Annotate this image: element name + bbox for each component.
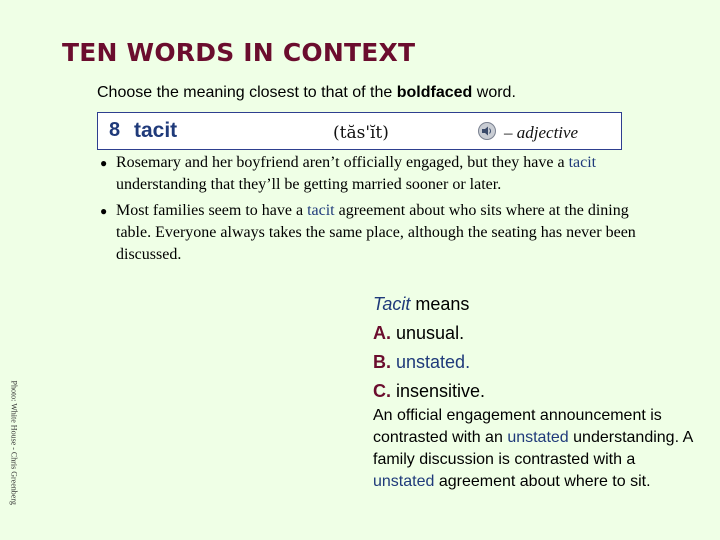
question-stem — [373, 290, 485, 319]
example-text-before: Rosemary and her boyfriend aren’t officially engaged, but they have a — [116, 154, 565, 171]
option-letter: B. — [373, 352, 391, 372]
option-c[interactable] — [373, 377, 485, 406]
instruction-bold-word: boldfaced — [396, 84, 473, 101]
option-letter: C. — [373, 381, 391, 401]
option-letter: A. — [373, 323, 391, 343]
explanation-text — [373, 405, 693, 493]
option-b[interactable] — [373, 348, 485, 377]
example-highlight-word: tacit — [568, 154, 597, 171]
example-text-after: agreement about who sits where at the dining table. Everyone always takes the same place, although the seating has never been discussed. — [116, 202, 636, 263]
bullet-icon: ● — [100, 156, 108, 170]
explanation-part: agreement about where to sit. — [438, 473, 651, 490]
explanation-highlight: unstated — [507, 429, 569, 446]
instruction-before: Choose the meaning closest to that of the — [97, 84, 393, 101]
example-sentences — [96, 152, 636, 270]
question-block — [373, 290, 485, 406]
option-text: unusual. — [396, 323, 465, 343]
question-word: Tacit — [373, 294, 411, 314]
vocab-word: tacit — [134, 119, 178, 142]
pronunciation: (tăs'ĭt) — [333, 123, 389, 143]
option-text: insensitive. — [396, 381, 486, 401]
speaker-icon[interactable] — [478, 122, 496, 140]
example-text-before: Most families seem to have a — [116, 202, 304, 219]
explanation-highlight: unstated — [373, 473, 435, 490]
instruction-after: word. — [476, 84, 516, 101]
photo-credit: Photo: White House - Chris Greenberg — [9, 380, 19, 505]
bullet-icon: ● — [100, 204, 108, 218]
example-item — [96, 200, 636, 266]
option-a[interactable] — [373, 319, 485, 348]
explanation-part: understanding. A family discussion is contrasted with a — [373, 429, 693, 468]
example-highlight-word: tacit — [307, 202, 335, 219]
question-means: means — [415, 294, 470, 314]
example-item — [96, 152, 636, 196]
part-of-speech: – adjective — [504, 123, 579, 142]
option-text: unstated. — [396, 352, 471, 372]
example-text-after: understanding that they’ll be getting married sooner or later. — [116, 176, 502, 193]
page-title: TEN WORDS IN CONTEXT — [62, 38, 416, 67]
instruction-text — [97, 84, 516, 102]
word-number: 8 — [109, 119, 121, 141]
explanation-part: An official engagement announcement is contrasted with an — [373, 407, 662, 446]
word-entry-box — [97, 112, 622, 150]
